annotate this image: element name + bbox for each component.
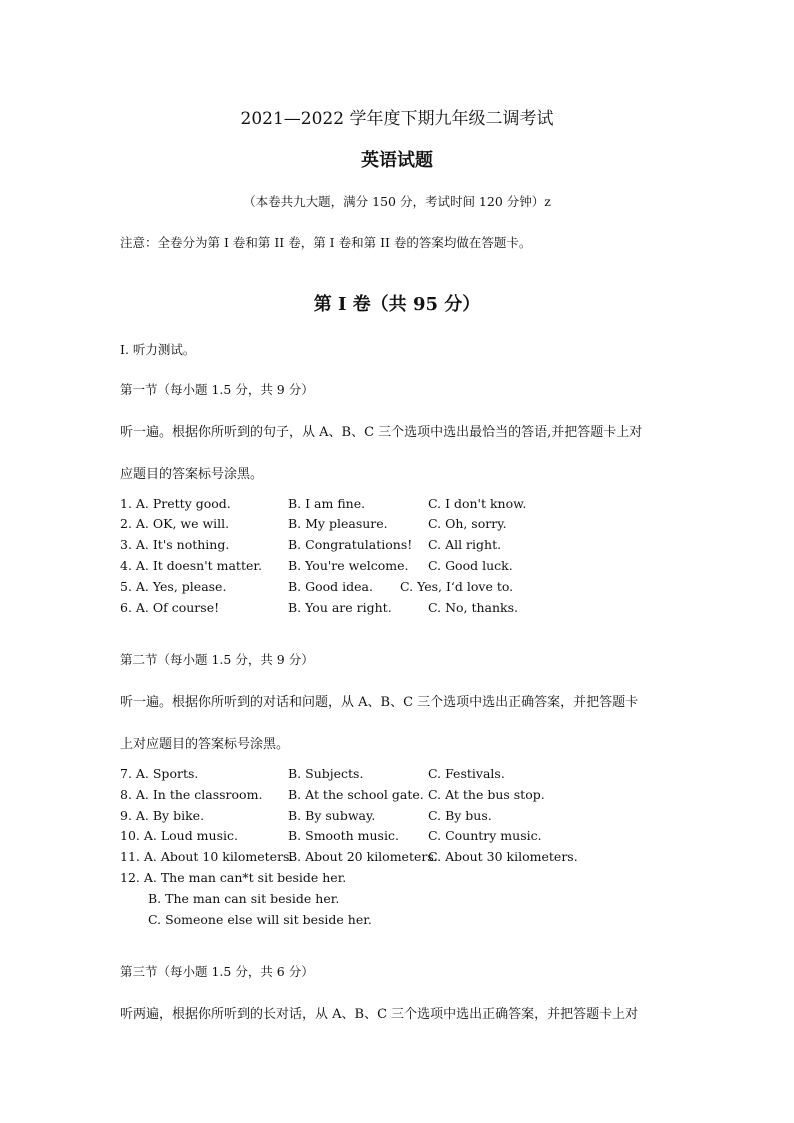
- option-c: C. No, thanks.: [428, 600, 519, 615]
- subject-title: 英语试题: [361, 150, 433, 171]
- option-b: B. Smooth music.: [288, 828, 399, 843]
- option-b: B. The man can sit beside her.: [148, 891, 340, 906]
- option-a: 11. A. About 10 kilometers.: [120, 849, 294, 864]
- notice: 注意：全卷分为第 I 卷和第 II 卷，第 I 卷和第 II 卷的答案均做在答题卡。: [120, 235, 532, 250]
- option-c: C. I don't know.: [428, 496, 527, 511]
- page-title: 2021—2022 学年度下期九年级二调考试: [240, 109, 554, 129]
- option-c: C. Festivals.: [428, 766, 505, 781]
- option-b: B. I am fine.: [288, 496, 366, 511]
- option-b: B. My pleasure.: [288, 516, 388, 531]
- option-a: 5. A. Yes, please.: [120, 579, 227, 594]
- section2-instruction-2: 上对应题目的答案标号涂黑。: [120, 737, 290, 752]
- option-c: C. By bus.: [428, 808, 492, 823]
- option-b: B. About 20 kilometers.: [288, 849, 438, 864]
- option-b: B. By subway.: [288, 808, 376, 823]
- option-a: 8. A. In the classroom.: [120, 787, 263, 802]
- option-b: B. You're welcome.: [288, 558, 409, 573]
- option-c: C. About 30 kilometers.: [428, 849, 578, 864]
- option-c: C. All right.: [428, 537, 502, 552]
- option-c: C. Someone else will sit beside her.: [148, 912, 372, 927]
- option-a: 7. A. Sports.: [120, 766, 199, 781]
- option-b: B. Congratulations!: [288, 537, 413, 552]
- option-a: 9. A. By bike.: [120, 808, 205, 823]
- option-a: 12. A. The man can*t sit beside her.: [120, 870, 347, 885]
- option-a: 4. A. It doesn't matter.: [120, 558, 262, 573]
- option-a: 2. A. OK, we will.: [120, 516, 230, 531]
- option-a: 3. A. It's nothing.: [120, 537, 230, 552]
- option-c: C. Oh, sorry.: [428, 516, 507, 531]
- option-b: B. You are right.: [288, 600, 392, 615]
- option-c: C. Good luck.: [428, 558, 513, 573]
- section1-heading: 第一节（每小题 1.5 分，共 9 分）: [120, 382, 314, 397]
- section3-instruction-1: 听两遍，根据你所听到的长对话，从 A、B、C 三个选项中选出正确答案，并把答题卡上对: [120, 1007, 639, 1022]
- section3-heading: 第三节（每小题 1.5 分，共 6 分）: [120, 964, 314, 979]
- option-c: C. At the bus stop.: [428, 787, 545, 802]
- volume-title: 第 I 卷（共 95 分）: [313, 294, 481, 315]
- option-b: B. At the school gate.: [288, 787, 424, 802]
- option-c: C. Yes, I‘d love to.: [400, 579, 514, 594]
- section2-heading: 第二节（每小题 1.5 分，共 9 分）: [120, 652, 314, 667]
- part1-title: I. 听力测试。: [120, 342, 196, 357]
- section1-instruction-2: 应题目的答案标号涂黑。: [120, 467, 264, 482]
- option-a: 1. A. Pretty good.: [120, 496, 231, 511]
- option-b: B. Good idea.: [288, 579, 373, 594]
- section1-instruction-1: 听一遍。根据你所听到的句子，从 A、B、C 三个选项中选出最恰当的答语,并把答题卡上对: [120, 425, 643, 440]
- option-c: C. Country music.: [428, 828, 542, 843]
- option-b: B. Subjects.: [288, 766, 364, 781]
- option-a: 6. A. Of course!: [120, 600, 220, 615]
- option-a: 10. A. Loud music.: [120, 828, 238, 843]
- section2-instruction-1: 听一遍。根据你所听到的对话和问题，从 A、B、C 三个选项中选出正确答案，并把答题卡: [120, 695, 639, 710]
- score-info: （本卷共九大题，满分 150 分，考试时间 120 分钟）z: [243, 194, 551, 209]
